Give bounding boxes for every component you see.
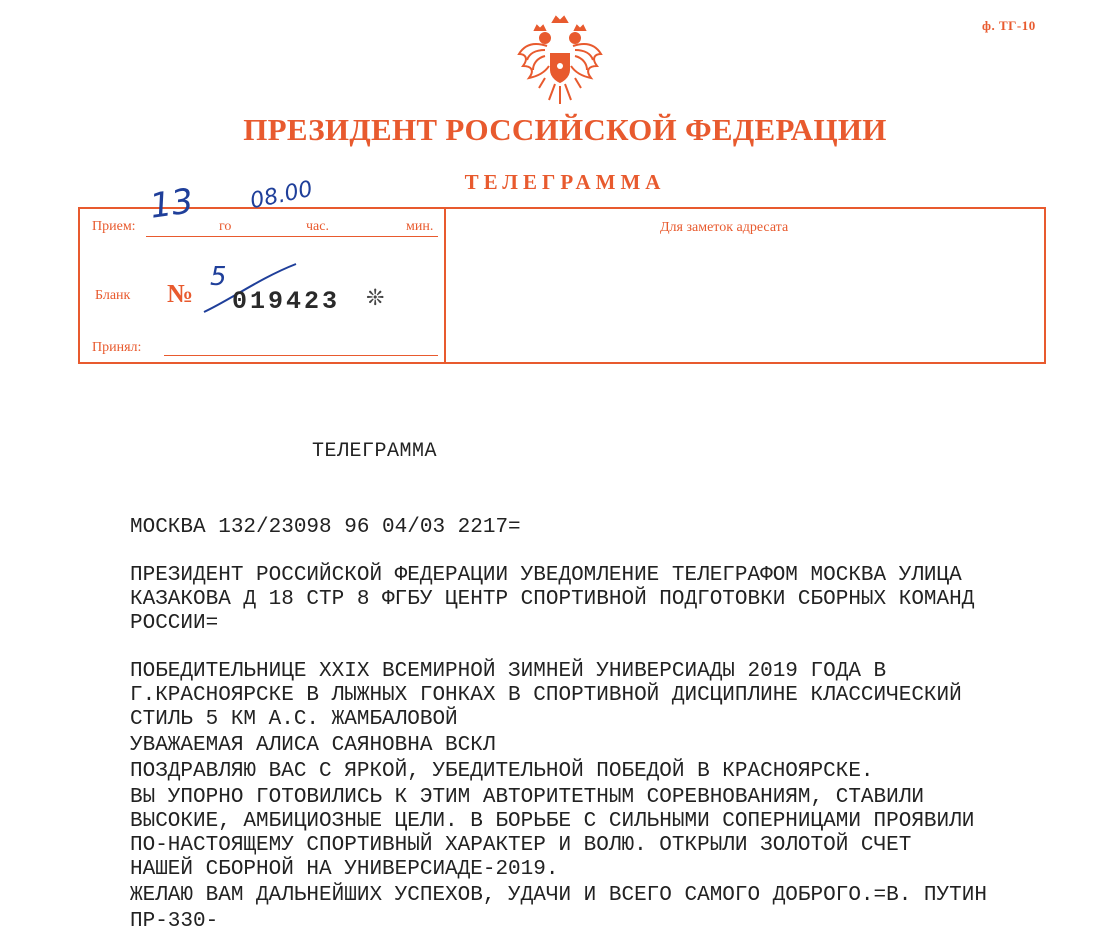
- prinyal-underline: [164, 355, 438, 356]
- number-sign: №: [167, 279, 194, 308]
- form-divider: [444, 207, 446, 364]
- telegram-title: ТЕЛЕГРАММА: [312, 440, 438, 463]
- message-line-5: ПОЗДРАВЛЯЮ ВАС С ЯРКОЙ, УБЕДИТЕЛЬНОЙ ПОБЕДОЙ В КРАСНОЯРСКЕ.: [130, 760, 874, 783]
- message-line-3: СТИЛЬ 5 КМ А.С. ЖАМБАЛОВОЙ: [130, 708, 458, 731]
- message-line-2: Г.КРАСНОЯРСКЕ В ЛЫЖНЫХ ГОНКАХ В СПОРТИВНОЙ ДИСЦИПЛИНЕ КЛАССИЧЕСКИЙ: [130, 684, 962, 707]
- handwritten-time: 08.00: [248, 176, 315, 215]
- blank-number: 019423: [232, 287, 341, 316]
- message-line-7: ВЫСОКИЕ, АМБИЦИОЗНЫЕ ЦЕЛИ. В БОРЬБЕ С СИЛЬНЫМИ СОПЕРНИЦАМИ ПРОЯВИЛИ: [130, 810, 975, 833]
- handwritten-number: 5: [210, 262, 227, 292]
- min-label: мин.: [406, 219, 434, 234]
- message-line-1: ПОБЕДИТЕЛЬНИЦЕ XXIX ВСЕМИРНОЙ ЗИМНЕЙ УНИВЕРСИАДЫ 2019 ГОДА В: [130, 660, 887, 683]
- go-label: го: [219, 219, 232, 234]
- chas-label: час.: [306, 219, 329, 234]
- asterisk-icon: ❊: [366, 286, 385, 311]
- form-code: ф. ТГ-10: [982, 18, 1036, 33]
- message-line-6: ВЫ УПОРНО ГОТОВИЛИСЬ К ЭТИМ АВТОРИТЕТНЫМ СОРЕВНОВАНИЯМ, СТАВИЛИ: [130, 786, 924, 809]
- blank-label: Бланк: [95, 288, 131, 303]
- priem-label: Прием:: [92, 219, 136, 234]
- message-line-11: ПР-330-: [130, 910, 219, 933]
- letterhead-title: ПРЕЗИДЕНТ РОССИЙСКОЙ ФЕДЕРАЦИИ: [243, 112, 887, 147]
- message-line-10: ЖЕЛАЮ ВАМ ДАЛЬНЕЙШИХ УСПЕХОВ, УДАЧИ И ВСЕГО САМОГО ДОБРОГО.=В. ПУТИН: [130, 884, 987, 907]
- handwritten-date: 13: [147, 181, 196, 227]
- message-line-8: ПО-НАСТОЯЩЕМУ СПОРТИВНЫЙ ХАРАКТЕР И ВОЛЮ. ОТКРЫЛИ ЗОЛОТОЙ СЧЕТ: [130, 834, 912, 857]
- letterhead-subtitle: ТЕЛЕГРАММА: [464, 170, 666, 194]
- coat-of-arms-icon: [515, 14, 605, 110]
- priem-underline: [146, 236, 438, 237]
- prinyal-label: Принял:: [92, 340, 142, 355]
- message-line-9: НАШЕЙ СБОРНОЙ НА УНИВЕРСИАДЕ-2019.: [130, 858, 559, 881]
- notes-label: Для заметок адресата: [660, 220, 789, 235]
- address-line-1: ПРЕЗИДЕНТ РОССИЙСКОЙ ФЕДЕРАЦИИ УВЕДОМЛЕНИЕ ТЕЛЕГРАФОМ МОСКВА УЛИЦА: [130, 564, 962, 587]
- address-line-2: КАЗАКОВА Д 18 СТР 8 ФГБУ ЦЕНТР СПОРТИВНОЙ ПОДГОТОВКИ СБОРНЫХ КОМАНД: [130, 588, 975, 611]
- message-line-4: УВАЖАЕМАЯ АЛИСА САЯНОВНА ВСКЛ: [130, 734, 496, 757]
- address-line-3: РОССИИ=: [130, 612, 219, 635]
- origin-line: МОСКВА 132/23098 96 04/03 2217=: [130, 516, 521, 539]
